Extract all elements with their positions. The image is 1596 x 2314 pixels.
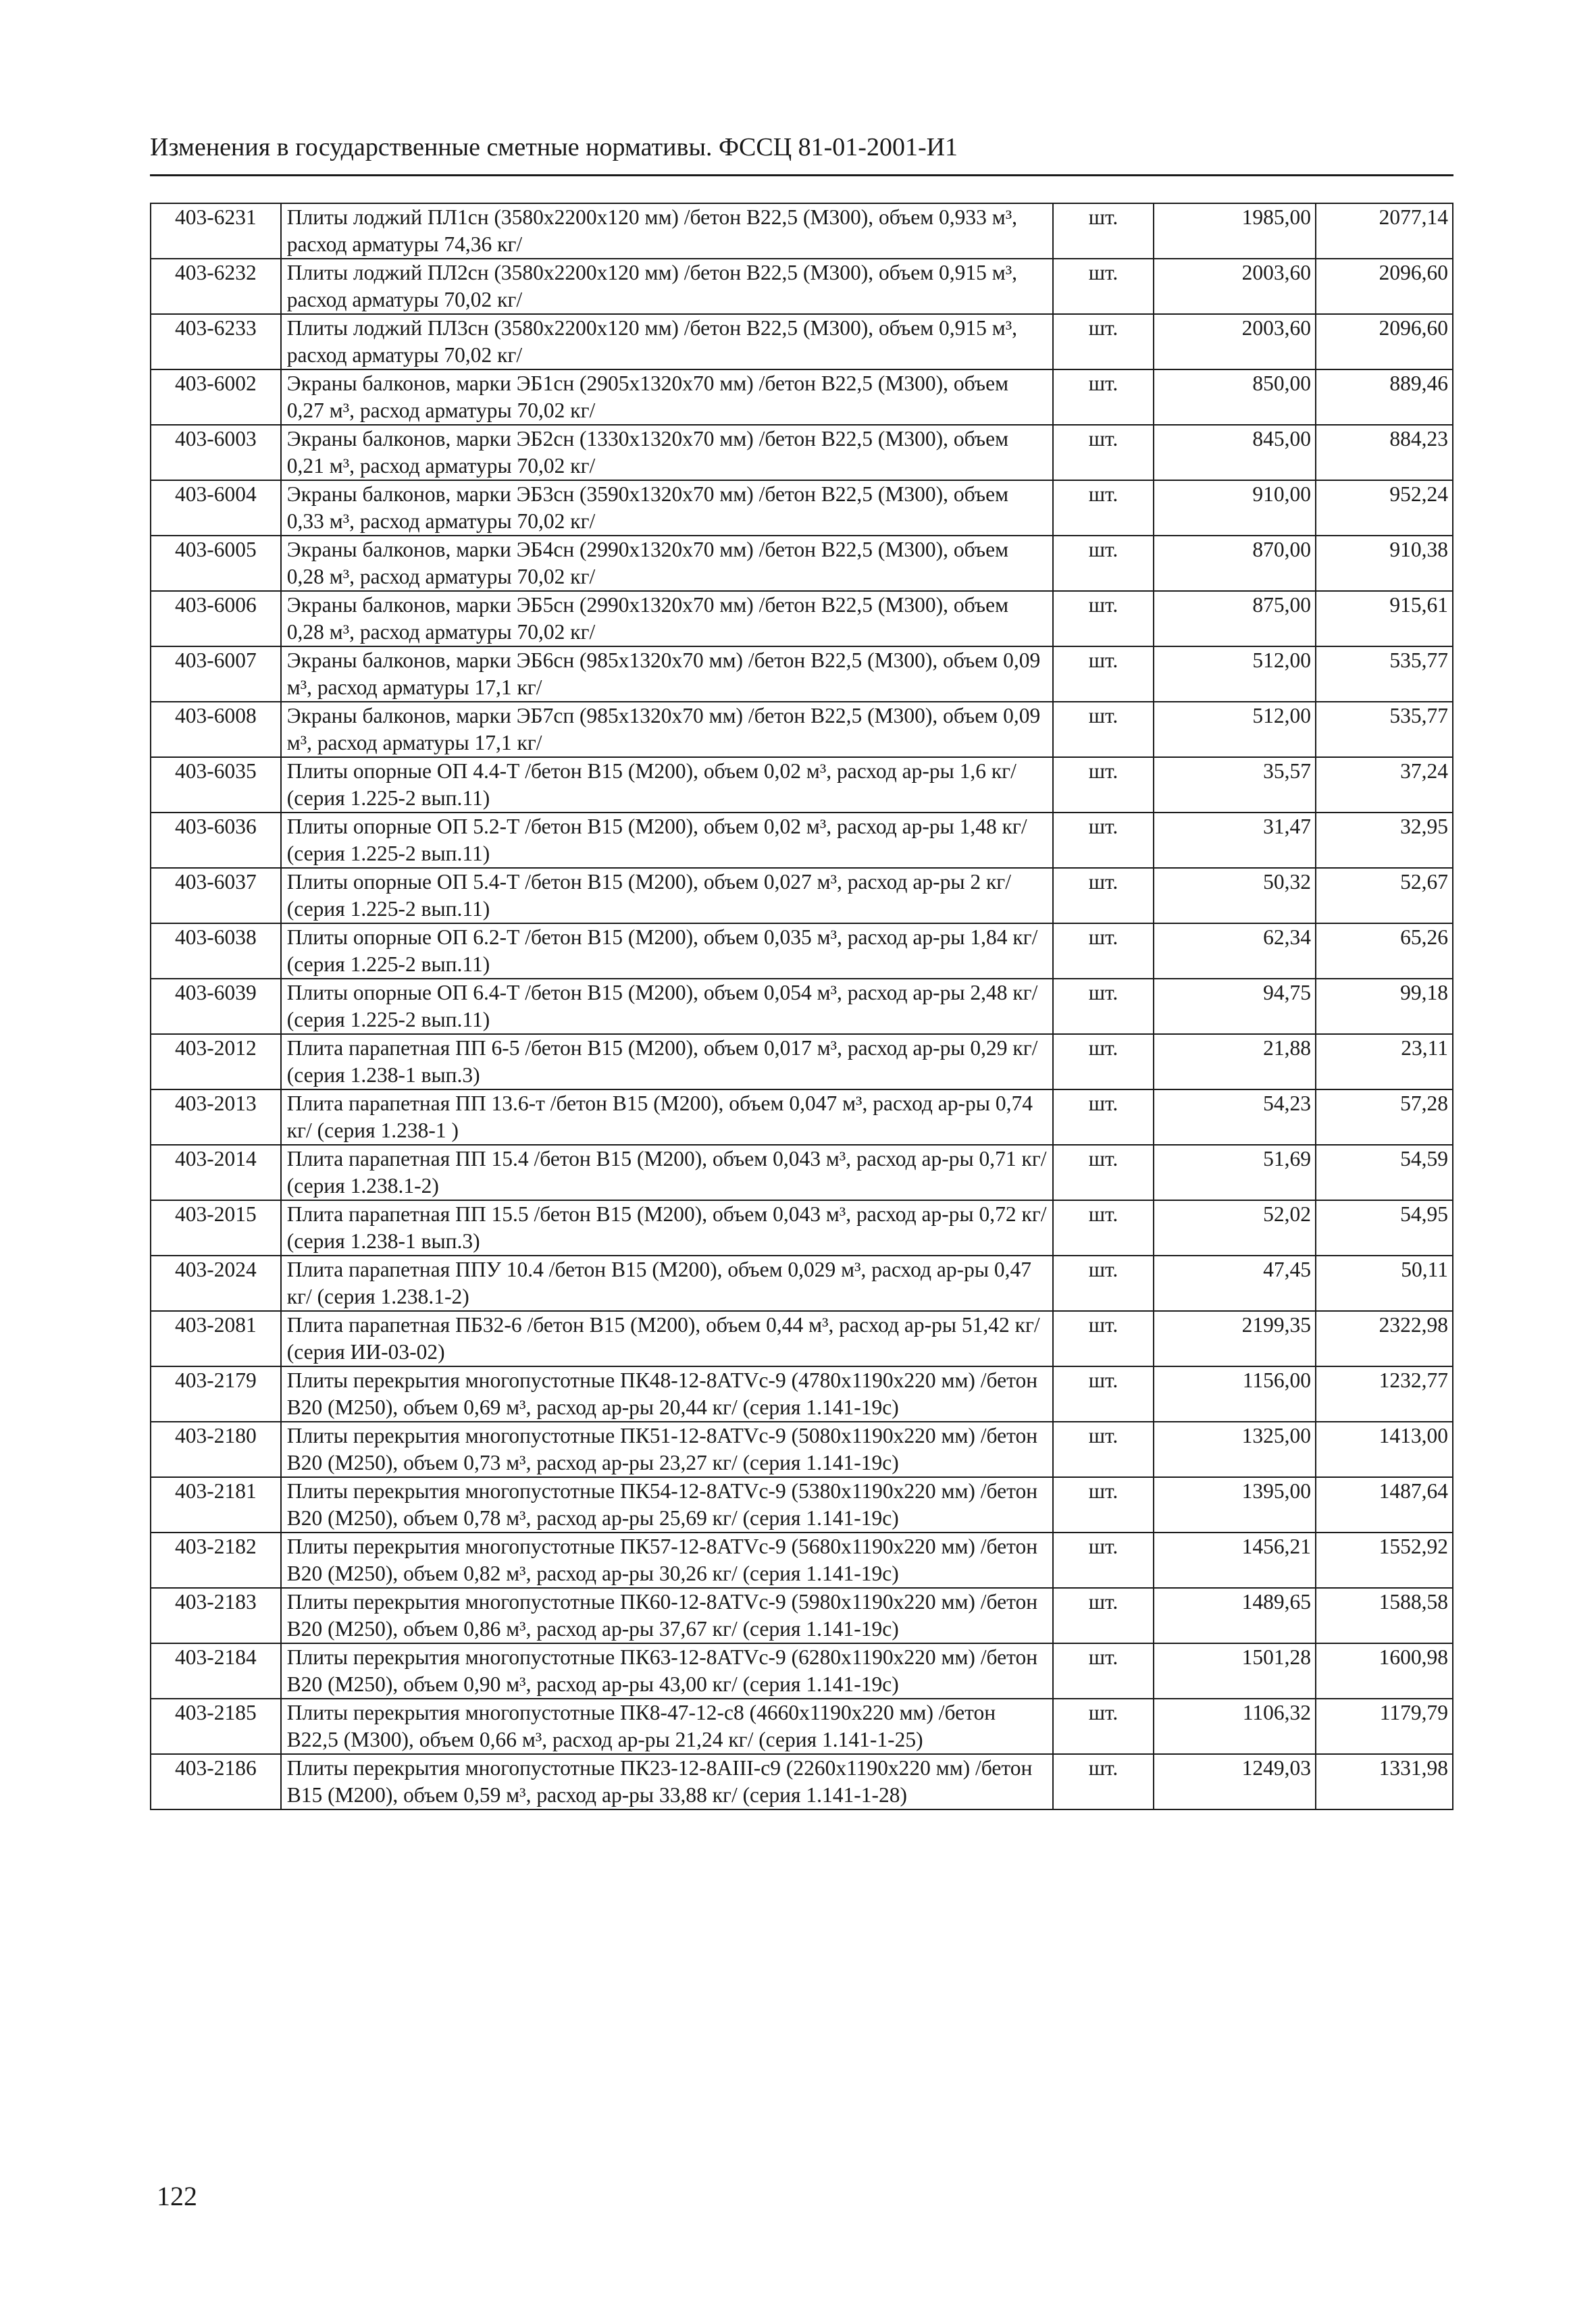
- table-row: [151, 1034, 1453, 1089]
- table-row: [151, 813, 1453, 868]
- item-code: 403-6037: [151, 868, 281, 923]
- item-price-2: 884,23: [1316, 425, 1453, 480]
- item-price-1: 1156,00: [1154, 1366, 1316, 1422]
- table-row: [151, 314, 1453, 369]
- item-description: Плиты лоджий ПЛ2сн (3580х2200х120 мм) /бетон В22,5 (М300), объем 0,915 м³, расход арматуры 70,02 кг/: [281, 259, 1054, 314]
- price-table: [150, 203, 1453, 1810]
- table-row: [151, 1200, 1453, 1256]
- table-row: [151, 1256, 1453, 1311]
- item-unit: шт.: [1053, 369, 1153, 425]
- item-price-2: 1487,64: [1316, 1477, 1453, 1533]
- item-price-1: 2003,60: [1154, 259, 1316, 314]
- item-price-2: 1232,77: [1316, 1366, 1453, 1422]
- item-description: Плиты перекрытия многопустотные ПК63-12-8АТVс-9 (6280х1190х220 мм) /бетон В20 (М250), объем 0,90 м³, расход ар-ры 43,00 кг/ (серия 1.141-19с): [281, 1643, 1054, 1699]
- item-price-2: 54,59: [1316, 1145, 1453, 1200]
- item-unit: шт.: [1053, 757, 1153, 813]
- item-price-2: 1588,58: [1316, 1588, 1453, 1643]
- item-unit: шт.: [1053, 1311, 1153, 1366]
- item-code: 403-2183: [151, 1588, 281, 1643]
- item-price-2: 23,11: [1316, 1034, 1453, 1089]
- item-price-2: 1413,00: [1316, 1422, 1453, 1477]
- item-description: Экраны балконов, марки ЭБ4сн (2990х1320х70 мм) /бетон В22,5 (М300), объем 0,28 м³, расход арматуры 70,02 кг/: [281, 536, 1054, 591]
- table-row: [151, 1643, 1453, 1699]
- header-rule: [150, 174, 1453, 176]
- item-code: 403-6004: [151, 480, 281, 536]
- item-unit: шт.: [1053, 425, 1153, 480]
- item-price-2: 57,28: [1316, 1089, 1453, 1145]
- table-row: [151, 480, 1453, 536]
- item-code: 403-2024: [151, 1256, 281, 1311]
- item-price-1: 1395,00: [1154, 1477, 1316, 1533]
- item-unit: шт.: [1053, 203, 1153, 259]
- item-description: Экраны балконов, марки ЭБ5сн (2990х1320х70 мм) /бетон В22,5 (М300), объем 0,28 м³, расход арматуры 70,02 кг/: [281, 591, 1054, 646]
- item-price-2: 99,18: [1316, 979, 1453, 1034]
- item-price-1: 62,34: [1154, 923, 1316, 979]
- item-code: 403-2180: [151, 1422, 281, 1477]
- item-price-2: 1331,98: [1316, 1754, 1453, 1809]
- item-unit: шт.: [1053, 702, 1153, 757]
- item-code: 403-2081: [151, 1311, 281, 1366]
- item-code: 403-2013: [151, 1089, 281, 1145]
- item-unit: шт.: [1053, 1145, 1153, 1200]
- item-unit: шт.: [1053, 646, 1153, 702]
- item-description: Экраны балконов, марки ЭБ2сн (1330х1320х70 мм) /бетон В22,5 (М300), объем 0,21 м³, расход арматуры 70,02 кг/: [281, 425, 1054, 480]
- item-price-1: 51,69: [1154, 1145, 1316, 1200]
- item-code: 403-6233: [151, 314, 281, 369]
- item-code: 403-6038: [151, 923, 281, 979]
- item-code: 403-2015: [151, 1200, 281, 1256]
- table-row: [151, 536, 1453, 591]
- item-description: Плиты перекрытия многопустотные ПК54-12-8АТVс-9 (5380х1190х220 мм) /бетон В20 (М250), объем 0,78 м³, расход ар-ры 25,69 кг/ (серия 1.141-19с): [281, 1477, 1054, 1533]
- item-price-2: 52,67: [1316, 868, 1453, 923]
- item-price-2: 2096,60: [1316, 259, 1453, 314]
- item-description: Плиты перекрытия многопустотные ПК60-12-8АТVс-9 (5980х1190х220 мм) /бетон В20 (М250), объем 0,86 м³, расход ар-ры 37,67 кг/ (серия 1.141-19с): [281, 1588, 1054, 1643]
- item-price-1: 845,00: [1154, 425, 1316, 480]
- item-price-2: 1179,79: [1316, 1699, 1453, 1754]
- item-description: Плита парапетная ПП 15.5 /бетон В15 (М200), объем 0,043 м³, расход ар-ры 0,72 кг/ (серия 1.238-1 вып.3): [281, 1200, 1054, 1256]
- item-price-1: 94,75: [1154, 979, 1316, 1034]
- item-price-2: 2077,14: [1316, 203, 1453, 259]
- item-unit: шт.: [1053, 591, 1153, 646]
- item-price-2: 32,95: [1316, 813, 1453, 868]
- item-description: Плита парапетная ПП 6-5 /бетон В15 (М200), объем 0,017 м³, расход ар-ры 0,29 кг/ (серия 1.238-1 вып.3): [281, 1034, 1054, 1089]
- item-price-2: 50,11: [1316, 1256, 1453, 1311]
- item-price-1: 54,23: [1154, 1089, 1316, 1145]
- table-row: [151, 259, 1453, 314]
- item-unit: шт.: [1053, 1422, 1153, 1477]
- item-price-1: 910,00: [1154, 480, 1316, 536]
- item-code: 403-6039: [151, 979, 281, 1034]
- item-description: Плита парапетная ППУ 10.4 /бетон В15 (М200), объем 0,029 м³, расход ар-ры 0,47 кг/ (серия 1.238.1-2): [281, 1256, 1054, 1311]
- item-price-1: 2199,35: [1154, 1311, 1316, 1366]
- table-row: [151, 591, 1453, 646]
- table-row: [151, 369, 1453, 425]
- item-description: Экраны балконов, марки ЭБ7сп (985х1320х70 мм) /бетон В22,5 (М300), объем 0,09 м³, расход арматуры 17,1 кг/: [281, 702, 1054, 757]
- item-price-1: 1325,00: [1154, 1422, 1316, 1477]
- item-price-1: 1489,65: [1154, 1588, 1316, 1643]
- item-unit: шт.: [1053, 1200, 1153, 1256]
- item-code: 403-2179: [151, 1366, 281, 1422]
- table-row: [151, 1145, 1453, 1200]
- item-price-1: 1985,00: [1154, 203, 1316, 259]
- item-description: Плита парапетная ПБ32-6 /бетон В15 (М200), объем 0,44 м³, расход ар-ры 51,42 кг/ (серия ИИ-03-02): [281, 1311, 1054, 1366]
- item-description: Плиты опорные ОП 6.4-Т /бетон В15 (М200), объем 0,054 м³, расход ар-ры 2,48 кг/ (серия 1.225-2 вып.11): [281, 979, 1054, 1034]
- item-code: 403-6232: [151, 259, 281, 314]
- table-row: [151, 979, 1453, 1034]
- item-price-2: 535,77: [1316, 702, 1453, 757]
- page-number: 122: [157, 2181, 197, 2211]
- item-code: 403-2014: [151, 1145, 281, 1200]
- table-row: [151, 923, 1453, 979]
- item-code: 403-2012: [151, 1034, 281, 1089]
- item-price-2: 54,95: [1316, 1200, 1453, 1256]
- item-price-1: 31,47: [1154, 813, 1316, 868]
- table-row: [151, 203, 1453, 259]
- item-description: Экраны балконов, марки ЭБ6сн (985х1320х70 мм) /бетон В22,5 (М300), объем 0,09 м³, расход арматуры 17,1 кг/: [281, 646, 1054, 702]
- table-row: [151, 1754, 1453, 1809]
- item-price-1: 512,00: [1154, 702, 1316, 757]
- item-price-2: 1600,98: [1316, 1643, 1453, 1699]
- item-price-2: 65,26: [1316, 923, 1453, 979]
- table-row: [151, 1477, 1453, 1533]
- item-unit: шт.: [1053, 1034, 1153, 1089]
- item-unit: шт.: [1053, 536, 1153, 591]
- item-price-1: 35,57: [1154, 757, 1316, 813]
- item-unit: шт.: [1053, 1366, 1153, 1422]
- item-unit: шт.: [1053, 480, 1153, 536]
- item-code: 403-6008: [151, 702, 281, 757]
- item-code: 403-6006: [151, 591, 281, 646]
- item-unit: шт.: [1053, 923, 1153, 979]
- item-code: 403-2185: [151, 1699, 281, 1754]
- item-price-2: 37,24: [1316, 757, 1453, 813]
- item-description: Плиты перекрытия многопустотные ПК8-47-12-с8 (4660х1190х220 мм) /бетон В22,5 (М300), объем 0,66 м³, расход ар-ры 21,24 кг/ (серия 1.141-1-25): [281, 1699, 1054, 1754]
- table-row: [151, 1533, 1453, 1588]
- item-code: 403-2182: [151, 1533, 281, 1588]
- item-price-1: 875,00: [1154, 591, 1316, 646]
- item-unit: шт.: [1053, 1699, 1153, 1754]
- item-unit: шт.: [1053, 1588, 1153, 1643]
- item-price-1: 1249,03: [1154, 1754, 1316, 1809]
- table-row: [151, 1311, 1453, 1366]
- price-table-body: [151, 203, 1453, 1809]
- item-description: Экраны балконов, марки ЭБ1сн (2905х1320х70 мм) /бетон В22,5 (М300), объем 0,27 м³, расход арматуры 70,02 кг/: [281, 369, 1054, 425]
- item-code: 403-6036: [151, 813, 281, 868]
- item-unit: шт.: [1053, 1256, 1153, 1311]
- item-price-2: 2322,98: [1316, 1311, 1453, 1366]
- item-description: Плиты опорные ОП 5.4-Т /бетон В15 (М200), объем 0,027 м³, расход ар-ры 2 кг/ (серия 1.225-2 вып.11): [281, 868, 1054, 923]
- item-unit: шт.: [1053, 1089, 1153, 1145]
- item-price-1: 21,88: [1154, 1034, 1316, 1089]
- item-price-2: 889,46: [1316, 369, 1453, 425]
- item-price-1: 52,02: [1154, 1200, 1316, 1256]
- item-unit: шт.: [1053, 813, 1153, 868]
- item-price-1: 1456,21: [1154, 1533, 1316, 1588]
- item-price-2: 952,24: [1316, 480, 1453, 536]
- item-price-1: 512,00: [1154, 646, 1316, 702]
- page-header: Изменения в государственные сметные нормативы. ФССЦ 81-01-2001-И1: [150, 133, 958, 161]
- item-unit: шт.: [1053, 1643, 1153, 1699]
- item-price-1: 850,00: [1154, 369, 1316, 425]
- item-description: Экраны балконов, марки ЭБ3сн (3590х1320х70 мм) /бетон В22,5 (М300), объем 0,33 м³, расход арматуры 70,02 кг/: [281, 480, 1054, 536]
- item-unit: шт.: [1053, 1477, 1153, 1533]
- item-code: 403-6002: [151, 369, 281, 425]
- item-description: Плиты лоджий ПЛ1сн (3580х2200х120 мм) /бетон В22,5 (М300), объем 0,933 м³, расход арматуры 74,36 кг/: [281, 203, 1054, 259]
- table-row: [151, 1089, 1453, 1145]
- item-price-2: 535,77: [1316, 646, 1453, 702]
- item-description: Плита парапетная ПП 13.6-т /бетон В15 (М200), объем 0,047 м³, расход ар-ры 0,74 кг/ (серия 1.238-1 ): [281, 1089, 1054, 1145]
- item-unit: шт.: [1053, 314, 1153, 369]
- table-row: [151, 1699, 1453, 1754]
- item-price-2: 910,38: [1316, 536, 1453, 591]
- item-code: 403-2181: [151, 1477, 281, 1533]
- table-row: [151, 646, 1453, 702]
- table-row: [151, 1588, 1453, 1643]
- item-price-1: 2003,60: [1154, 314, 1316, 369]
- item-description: Плиты лоджий ПЛ3сн (3580х2200х120 мм) /бетон В22,5 (М300), объем 0,915 м³, расход арматуры 70,02 кг/: [281, 314, 1054, 369]
- item-code: 403-6005: [151, 536, 281, 591]
- item-description: Плиты перекрытия многопустотные ПК23-12-8АIII-с9 (2260х1190х220 мм) /бетон В15 (М200), объем 0,59 м³, расход ар-ры 33,88 кг/ (серия 1.141-1-28): [281, 1754, 1054, 1809]
- item-price-1: 1501,28: [1154, 1643, 1316, 1699]
- item-price-2: 915,61: [1316, 591, 1453, 646]
- table-row: [151, 757, 1453, 813]
- item-code: 403-6003: [151, 425, 281, 480]
- item-code: 403-6035: [151, 757, 281, 813]
- item-description: Плиты перекрытия многопустотные ПК57-12-8АТVс-9 (5680х1190х220 мм) /бетон В20 (М250), объем 0,82 м³, расход ар-ры 30,26 кг/ (серия 1.141-19с): [281, 1533, 1054, 1588]
- item-description: Плиты опорные ОП 5.2-Т /бетон В15 (М200), объем 0,02 м³, расход ар-ры 1,48 кг/ (серия 1.225-2 вып.11): [281, 813, 1054, 868]
- item-code: 403-2184: [151, 1643, 281, 1699]
- item-description: Плита парапетная ПП 15.4 /бетон В15 (М200), объем 0,043 м³, расход ар-ры 0,71 кг/ (серия 1.238.1-2): [281, 1145, 1054, 1200]
- item-price-1: 870,00: [1154, 536, 1316, 591]
- item-price-1: 50,32: [1154, 868, 1316, 923]
- table-row: [151, 1366, 1453, 1422]
- table-row: [151, 702, 1453, 757]
- item-price-1: 1106,32: [1154, 1699, 1316, 1754]
- item-description: Плиты опорные ОП 4.4-Т /бетон В15 (М200), объем 0,02 м³, расход ар-ры 1,6 кг/ (серия 1.225-2 вып.11): [281, 757, 1054, 813]
- item-price-1: 47,45: [1154, 1256, 1316, 1311]
- item-description: Плиты перекрытия многопустотные ПК48-12-8АТVс-9 (4780х1190х220 мм) /бетон В20 (М250), объем 0,69 м³, расход ар-ры 20,44 кг/ (серия 1.141-19с): [281, 1366, 1054, 1422]
- table-row: [151, 868, 1453, 923]
- item-unit: шт.: [1053, 1533, 1153, 1588]
- item-unit: шт.: [1053, 1754, 1153, 1809]
- item-code: 403-6231: [151, 203, 281, 259]
- item-unit: шт.: [1053, 259, 1153, 314]
- item-code: 403-2186: [151, 1754, 281, 1809]
- table-row: [151, 425, 1453, 480]
- item-unit: шт.: [1053, 979, 1153, 1034]
- item-price-2: 2096,60: [1316, 314, 1453, 369]
- item-price-2: 1552,92: [1316, 1533, 1453, 1588]
- item-description: Плиты перекрытия многопустотные ПК51-12-8АТVс-9 (5080х1190х220 мм) /бетон В20 (М250), объем 0,73 м³, расход ар-ры 23,27 кг/ (серия 1.141-19с): [281, 1422, 1054, 1477]
- table-row: [151, 1422, 1453, 1477]
- item-description: Плиты опорные ОП 6.2-Т /бетон В15 (М200), объем 0,035 м³, расход ар-ры 1,84 кг/ (серия 1.225-2 вып.11): [281, 923, 1054, 979]
- item-code: 403-6007: [151, 646, 281, 702]
- item-unit: шт.: [1053, 868, 1153, 923]
